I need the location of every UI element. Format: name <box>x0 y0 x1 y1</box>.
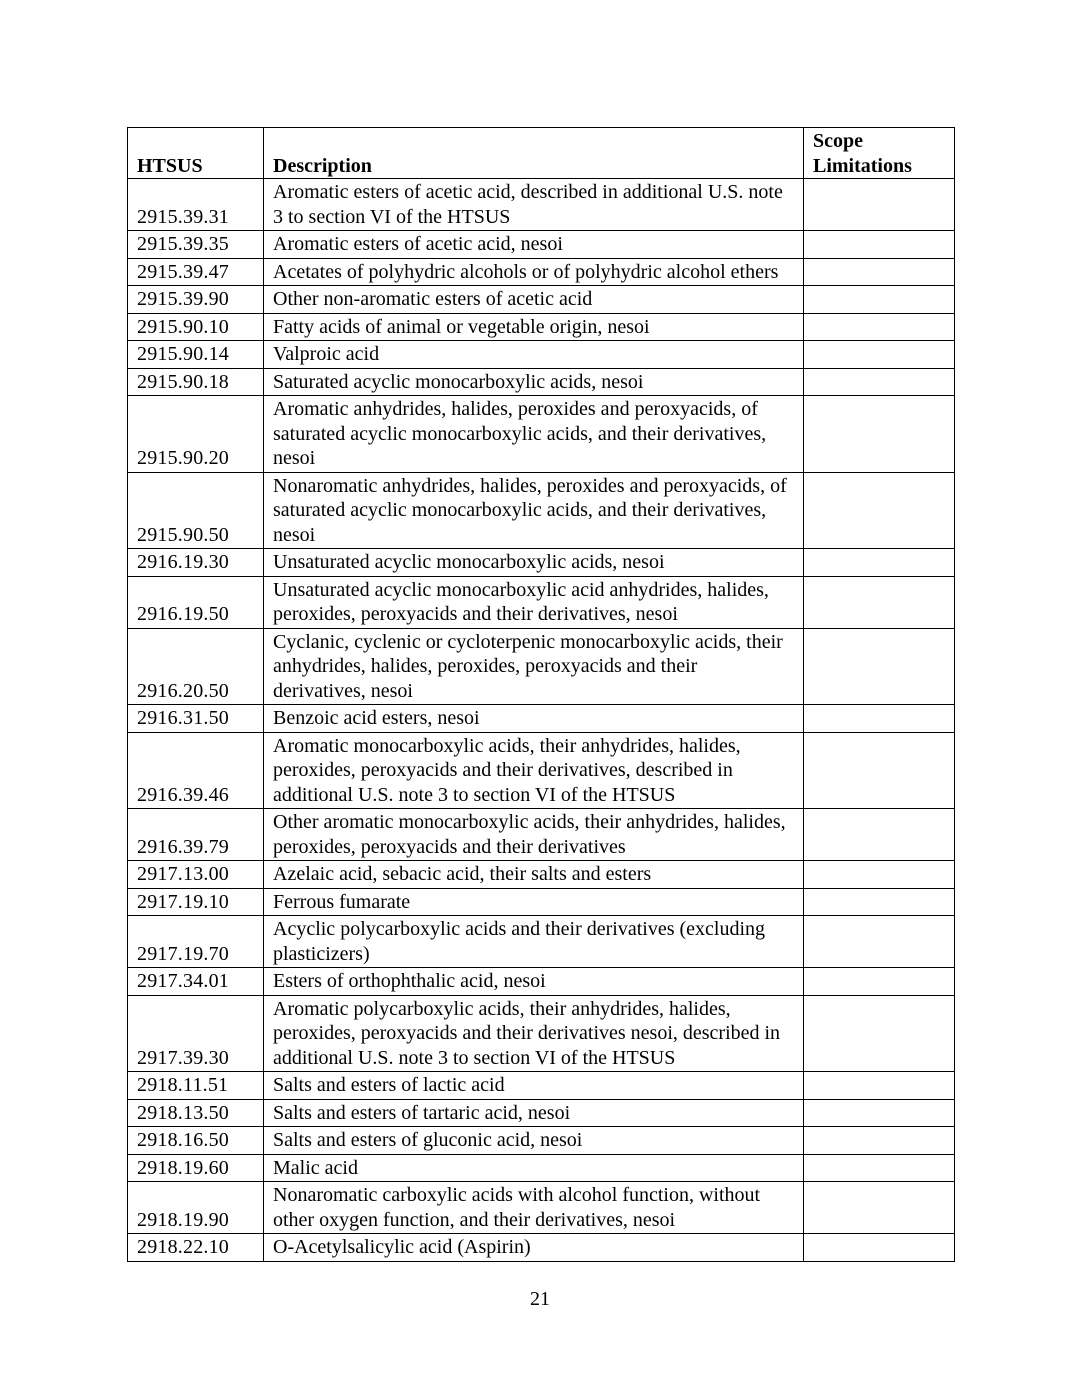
table-row <box>128 995 955 1072</box>
table-row <box>128 1154 955 1182</box>
htsus-code-cell: 2918.13.50 <box>128 1099 264 1127</box>
htsus-code-cell: 2916.39.46 <box>128 732 264 809</box>
scope-limitations-cell <box>804 861 955 889</box>
htsus-code-cell: 2916.20.50 <box>128 628 264 705</box>
description-cell: Azelaic acid, sebacic acid, their salts and esters <box>264 861 804 889</box>
table-row <box>128 1099 955 1127</box>
description-cell: Aromatic anhydrides, halides, peroxides and peroxyacids, of saturated acyclic monocarboxylic acids, and their derivatives, nesoi <box>264 396 804 473</box>
table-row <box>128 916 955 968</box>
table-row <box>128 341 955 369</box>
htsus-code-cell: 2917.19.10 <box>128 888 264 916</box>
description-cell: Esters of orthophthalic acid, nesoi <box>264 968 804 996</box>
scope-limitations-cell <box>804 1154 955 1182</box>
table-row <box>128 861 955 889</box>
scope-limitations-cell <box>804 1182 955 1234</box>
table-row <box>128 628 955 705</box>
table-row <box>128 705 955 733</box>
description-cell: Aromatic monocarboxylic acids, their anhydrides, halides, peroxides, peroxyacids and their derivatives, described in additional U.S. note 3 to section VI of the HTSUS <box>264 732 804 809</box>
htsus-code-cell: 2917.13.00 <box>128 861 264 889</box>
table-row <box>128 888 955 916</box>
scope-limitations-cell <box>804 1234 955 1262</box>
htsus-code-cell: 2918.16.50 <box>128 1127 264 1155</box>
description-cell: Unsaturated acyclic monocarboxylic acids, nesoi <box>264 549 804 577</box>
description-cell: Salts and esters of gluconic acid, nesoi <box>264 1127 804 1155</box>
scope-limitations-cell <box>804 396 955 473</box>
htsus-code-cell: 2915.39.90 <box>128 286 264 314</box>
htsus-code-cell: 2918.19.60 <box>128 1154 264 1182</box>
header-description: Description <box>264 128 804 179</box>
htsus-code-cell: 2916.39.79 <box>128 809 264 861</box>
table-row <box>128 313 955 341</box>
scope-limitations-cell <box>804 231 955 259</box>
description-cell: Malic acid <box>264 1154 804 1182</box>
description-cell: Acetates of polyhydric alcohols or of polyhydric alcohol ethers <box>264 258 804 286</box>
scope-limitations-cell <box>804 472 955 549</box>
page-number: 21 <box>530 1288 550 1310</box>
description-cell: Valproic acid <box>264 341 804 369</box>
htsus-code-cell: 2916.19.30 <box>128 549 264 577</box>
scope-limitations-cell <box>804 549 955 577</box>
htsus-code-cell: 2915.90.18 <box>128 368 264 396</box>
table-row <box>128 968 955 996</box>
header-scope-line1: Scope <box>813 130 863 152</box>
htsus-code-cell: 2918.19.90 <box>128 1182 264 1234</box>
table-row <box>128 576 955 628</box>
header-scope-line2: Limitations <box>813 154 912 177</box>
htsus-code-cell: 2915.90.50 <box>128 472 264 549</box>
table-header-row <box>128 128 955 179</box>
description-cell: Other non-aromatic esters of acetic acid <box>264 286 804 314</box>
table-row <box>128 1182 955 1234</box>
table-row <box>128 809 955 861</box>
description-cell: Acyclic polycarboxylic acids and their derivatives (excluding plasticizers) <box>264 916 804 968</box>
description-cell: Cyclanic, cyclenic or cycloterpenic monocarboxylic acids, their anhydrides, halides, peroxides, peroxyacids and their derivatives, nesoi <box>264 628 804 705</box>
description-cell: O-Acetylsalicylic acid (Aspirin) <box>264 1234 804 1262</box>
htsus-code-cell: 2917.19.70 <box>128 916 264 968</box>
description-cell: Nonaromatic carboxylic acids with alcohol function, without other oxygen function, and their derivatives, nesoi <box>264 1182 804 1234</box>
scope-limitations-cell <box>804 576 955 628</box>
table-row <box>128 732 955 809</box>
scope-limitations-cell <box>804 628 955 705</box>
htsus-code-cell: 2915.90.14 <box>128 341 264 369</box>
table-row <box>128 258 955 286</box>
htsus-code-cell: 2915.39.35 <box>128 231 264 259</box>
scope-limitations-cell <box>804 179 955 231</box>
description-cell: Unsaturated acyclic monocarboxylic acid anhydrides, halides, peroxides, peroxyacids and their derivatives, nesoi <box>264 576 804 628</box>
description-cell: Aromatic esters of acetic acid, described in additional U.S. note 3 to section VI of the HTSUS <box>264 179 804 231</box>
description-cell: Other aromatic monocarboxylic acids, their anhydrides, halides, peroxides, peroxyacids and their derivatives <box>264 809 804 861</box>
description-cell: Salts and esters of tartaric acid, nesoi <box>264 1099 804 1127</box>
table-row <box>128 1127 955 1155</box>
scope-limitations-cell <box>804 286 955 314</box>
table-row <box>128 179 955 231</box>
table-row <box>128 549 955 577</box>
htsus-table <box>127 127 955 1262</box>
htsus-code-cell: 2915.90.20 <box>128 396 264 473</box>
htsus-code-cell: 2918.11.51 <box>128 1072 264 1100</box>
table-row <box>128 1072 955 1100</box>
htsus-code-cell: 2917.39.30 <box>128 995 264 1072</box>
scope-limitations-cell <box>804 1072 955 1100</box>
scope-limitations-cell <box>804 368 955 396</box>
scope-limitations-cell <box>804 313 955 341</box>
description-cell: Ferrous fumarate <box>264 888 804 916</box>
htsus-code-cell: 2915.90.10 <box>128 313 264 341</box>
table-row <box>128 231 955 259</box>
scope-limitations-cell <box>804 1099 955 1127</box>
table-body <box>128 179 955 1262</box>
table-row <box>128 286 955 314</box>
htsus-code-cell: 2918.22.10 <box>128 1234 264 1262</box>
htsus-code-cell: 2917.34.01 <box>128 968 264 996</box>
description-cell: Aromatic esters of acetic acid, nesoi <box>264 231 804 259</box>
table-row <box>128 1234 955 1262</box>
table-row <box>128 396 955 473</box>
scope-limitations-cell <box>804 258 955 286</box>
description-cell: Benzoic acid esters, nesoi <box>264 705 804 733</box>
htsus-code-cell: 2915.39.47 <box>128 258 264 286</box>
scope-limitations-cell <box>804 341 955 369</box>
htsus-code-cell: 2916.19.50 <box>128 576 264 628</box>
scope-limitations-cell <box>804 916 955 968</box>
htsus-code-cell: 2916.31.50 <box>128 705 264 733</box>
scope-limitations-cell <box>804 888 955 916</box>
htsus-code-cell: 2915.39.31 <box>128 179 264 231</box>
description-cell: Fatty acids of animal or vegetable origin, nesoi <box>264 313 804 341</box>
scope-limitations-cell <box>804 809 955 861</box>
header-scope-limitations <box>804 128 955 179</box>
scope-limitations-cell <box>804 1127 955 1155</box>
description-cell: Aromatic polycarboxylic acids, their anhydrides, halides, peroxides, peroxyacids and their derivatives nesoi, described in additional U.S. note 3 to section VI of the HTSUS <box>264 995 804 1072</box>
scope-limitations-cell <box>804 968 955 996</box>
description-cell: Salts and esters of lactic acid <box>264 1072 804 1100</box>
description-cell: Saturated acyclic monocarboxylic acids, nesoi <box>264 368 804 396</box>
scope-limitations-cell <box>804 732 955 809</box>
header-htsus: HTSUS <box>128 128 264 179</box>
table-row <box>128 368 955 396</box>
table-row <box>128 472 955 549</box>
scope-limitations-cell <box>804 705 955 733</box>
scope-limitations-cell <box>804 995 955 1072</box>
description-cell: Nonaromatic anhydrides, halides, peroxides and peroxyacids, of saturated acyclic monocarboxylic acids, and their derivatives, nesoi <box>264 472 804 549</box>
